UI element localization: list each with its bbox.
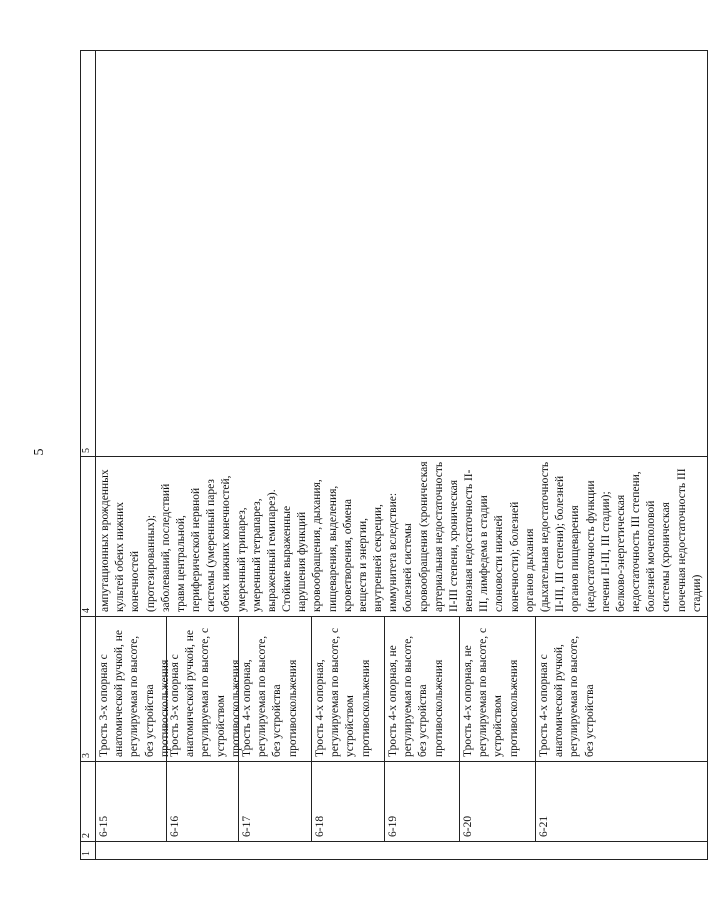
code-6-17: 6-17 bbox=[238, 762, 311, 841]
col-1-cell bbox=[96, 842, 708, 860]
conditions-part-1: ампутационных врожденных культей обеих нижних конечностей (протезированных); заболеваний, последствий травм центральной, периферической нервной системы (умеренный парез обеих нижних конечностей, умеренный трипарез, умеренный тетрапарез, выраженный гемипарез). bbox=[99, 469, 278, 612]
page-number: 5 bbox=[32, 448, 47, 456]
header-col-4: 4 bbox=[81, 457, 96, 617]
table-body-row bbox=[96, 51, 708, 860]
conditions-part-2: Стойкие выраженные нарушения функций кровообращения, дыхания, пищеварения, выделения, кроветворения, обмена веществ и энергии, внутренней секреции, иммунитета вследствие: болезней системы кровообращения (хроническая артериальная недостаточность II-III степени, хроническая венозная недостаточность II-III, лимфедема в стадии слоновости нижней конечности); болезней органов дыхания (дыхательная недостаточность II-III, III степени); болезней органов пищеварения (недостаточность функции печени II-III, III стадии); белково-энергетическая недостаточность III степени, болезней мочеполовой системы (хроническая почечная недостаточность III стадии) bbox=[281, 461, 703, 612]
description-6-16: Трость 3-х опорная с анатомической ручкой, не регулируемая по высоте, с устройством противоскольжения bbox=[166, 617, 238, 761]
header-col-5: 5 bbox=[81, 51, 96, 457]
document-table bbox=[80, 50, 708, 860]
code-6-20: 6-20 bbox=[459, 762, 535, 841]
header-col-2: 2 bbox=[81, 762, 96, 842]
code-6-21: 6-21 bbox=[535, 762, 616, 841]
code-6-16: 6-16 bbox=[166, 762, 238, 841]
code-6-15: 6-15 bbox=[98, 815, 110, 837]
description-6-15: Трость 3-х опорная с анатомической ручкой, не регулируемая по высоте, без устройства противоскольжения bbox=[98, 629, 171, 757]
description-6-19: Трость 4-х опорная, не регулируемая по высоте, без устройства противоскольжения bbox=[384, 617, 459, 761]
medical-conditions-cell bbox=[96, 457, 708, 617]
header-col-3: 3 bbox=[81, 617, 96, 762]
description-6-17: Трость 4-х опорная, регулируемая по высоте, без устройства противоскольжения bbox=[238, 617, 311, 761]
description-6-20: Трость 4-х опорная, не регулируемая по высоте, с устройством противоскольжения bbox=[459, 617, 535, 761]
description-column bbox=[96, 617, 708, 762]
col-5-cell bbox=[96, 51, 708, 457]
table-wrapper bbox=[80, 50, 703, 860]
code-column bbox=[96, 762, 708, 842]
header-col-1: 1 bbox=[81, 842, 96, 860]
code-6-19: 6-19 bbox=[384, 762, 459, 841]
rotated-page-area bbox=[80, 50, 703, 860]
description-6-21: Трость 4-х опорная с анатомической ручкой, регулируемая по высоте, без устройства bbox=[535, 617, 616, 761]
description-6-18: Трость 4-х опорная, регулируемая по высоте, с устройством противоскольжения bbox=[311, 617, 384, 761]
code-6-18: 6-18 bbox=[311, 762, 384, 841]
table-header-row bbox=[81, 51, 96, 860]
